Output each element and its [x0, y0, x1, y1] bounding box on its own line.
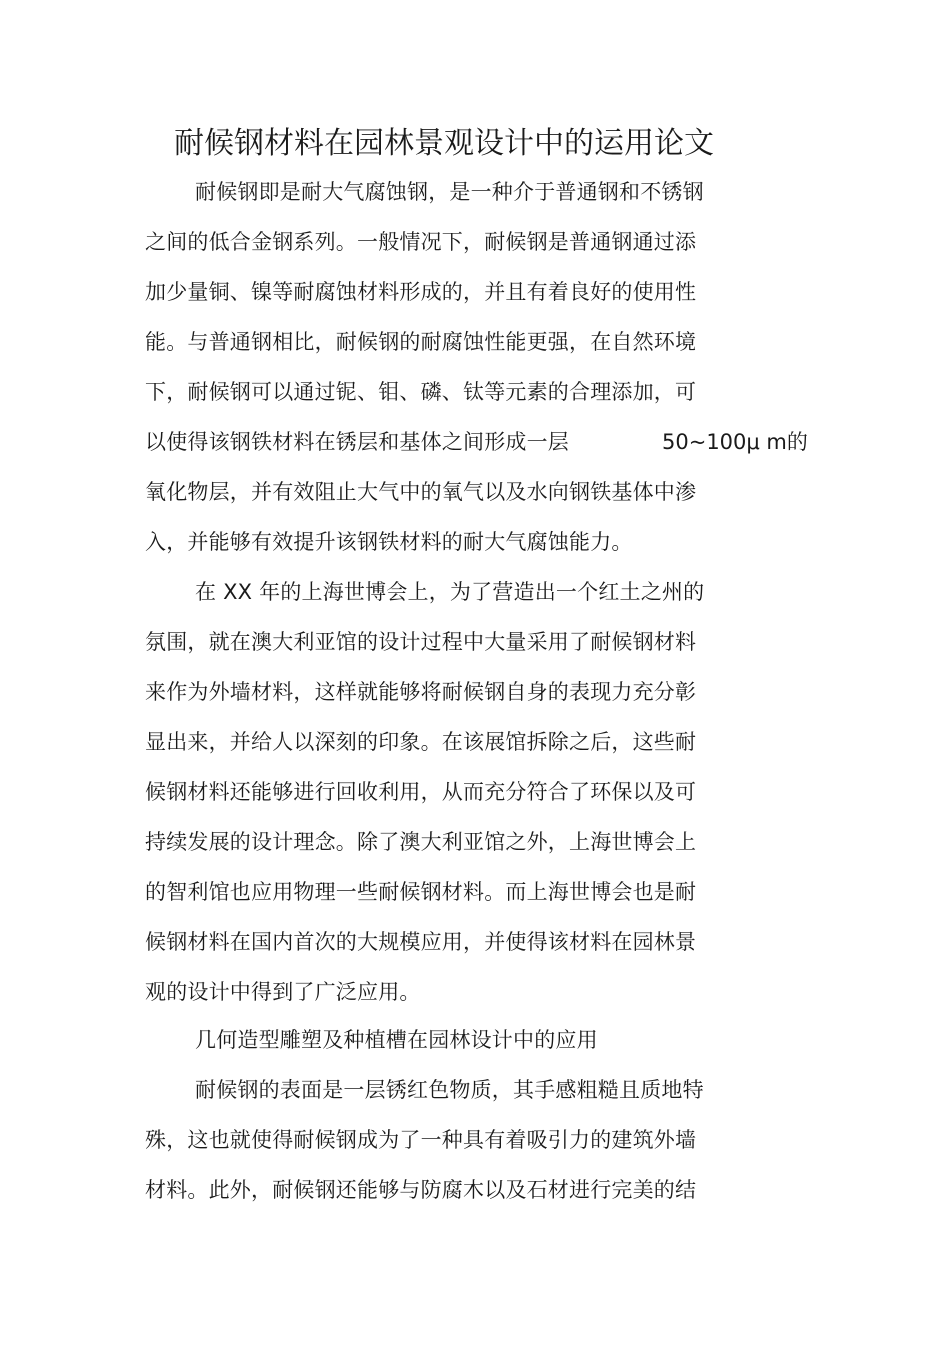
- page-title: 耐候钢材料在园林景观设计中的运用论文: [174, 126, 714, 161]
- paragraph-line: 入，并能够有效提升该钢铁材料的耐大气腐蚀能力。: [145, 530, 633, 554]
- paragraph-line: 来作为外墙材料，这样就能够将耐候钢自身的表现力充分彰: [145, 680, 697, 704]
- paragraph-line: 能。与普通钢相比，耐候钢的耐腐蚀性能更强，在自然环境: [145, 330, 697, 354]
- thickness-value: 50~100μ m的: [662, 430, 808, 454]
- paragraph-line: 的智利馆也应用物理一些耐候钢材料。而上海世博会也是耐: [145, 880, 697, 904]
- paragraph-line: 殊，这也就使得耐候钢成为了一种具有着吸引力的建筑外墙: [145, 1128, 697, 1152]
- paragraph-line: 在 XX 年的上海世博会上，为了营造出一个红土之州的: [195, 580, 705, 604]
- paragraph-line: 下，耐候钢可以通过铌、钼、磷、钛等元素的合理添加，可: [145, 380, 697, 404]
- paragraph-line: 氛围，就在澳大利亚馆的设计过程中大量采用了耐候钢材料: [145, 630, 697, 654]
- paragraph-line: 耐候钢的表面是一层锈红色物质，其手感粗糙且质地特: [195, 1078, 704, 1102]
- paragraph-line: 候钢材料在国内首次的大规模应用，并使得该材料在园林景: [145, 930, 697, 954]
- paragraph-line: 材料。此外，耐候钢还能够与防腐木以及石材进行完美的结: [145, 1178, 697, 1202]
- paragraph-line: 耐候钢即是耐大气腐蚀钢，是一种介于普通钢和不锈钢: [195, 180, 704, 204]
- section-heading: 几何造型雕塑及种植槽在园林设计中的应用: [195, 1028, 598, 1052]
- paragraph-line: 氧化物层，并有效阻止大气中的氧气以及水向钢铁基体中渗: [145, 480, 697, 504]
- paragraph-line: 显出来，并给人以深刻的印象。在该展馆拆除之后，这些耐: [145, 730, 697, 754]
- paragraph-line: 以使得该钢铁材料在锈层和基体之间形成一层: [145, 430, 569, 454]
- paragraph-line: 持续发展的设计理念。除了澳大利亚馆之外，上海世博会上: [145, 830, 697, 854]
- paragraph-line: 候钢材料还能够进行回收利用，从而充分符合了环保以及可: [145, 780, 697, 804]
- paragraph-line: 加少量铜、镍等耐腐蚀材料形成的，并且有着良好的使用性: [145, 280, 697, 304]
- paragraph-line: 之间的低合金钢系列。一般情况下，耐候钢是普通钢通过添: [145, 230, 697, 254]
- paragraph-line: 观的设计中得到了广泛应用。: [145, 980, 421, 1004]
